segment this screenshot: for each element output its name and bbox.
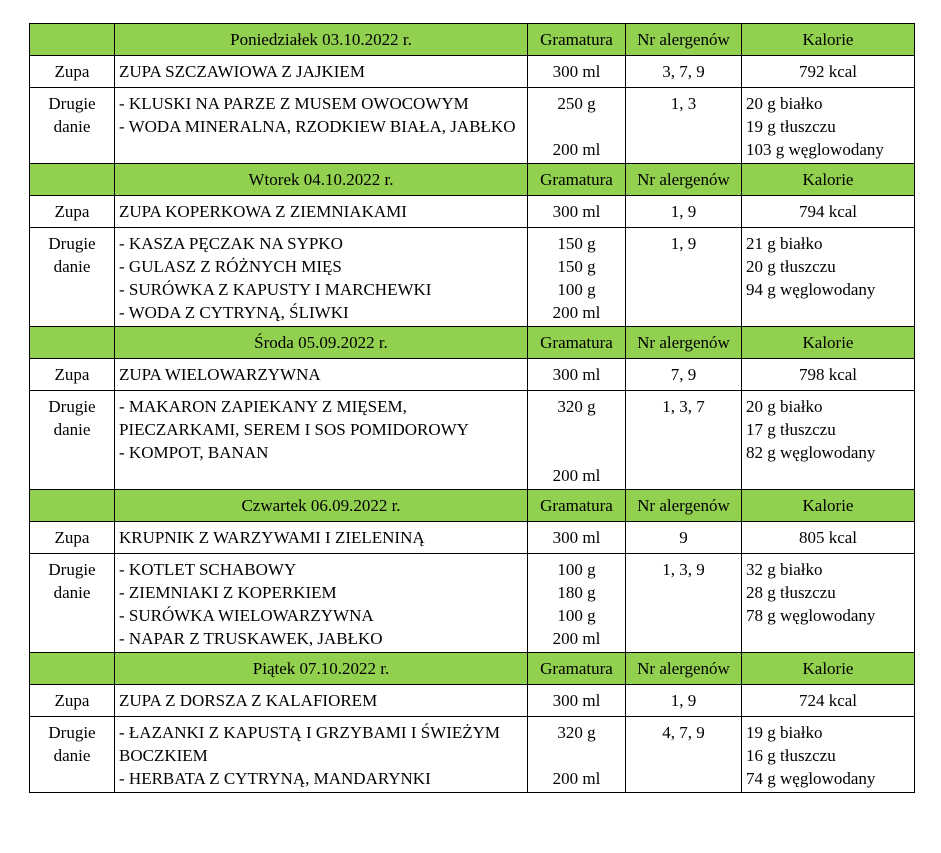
header-blank-cell [30,490,115,522]
soup-label: Zupa [54,62,90,81]
main-allergens: 4, 7, 9 [662,723,705,742]
gramatura-header-cell [528,164,626,196]
gramatura-header: Gramatura [540,496,613,515]
main-allergens-cell [626,88,742,164]
soup-kcal: 798 kcal [798,365,858,384]
main-nutrition-cell [742,391,915,490]
kalorie-header-cell [742,327,915,359]
main-label-line: Drugie [48,234,96,253]
soup-name-cell [115,196,528,228]
soup-kcal: 805 kcal [798,528,858,547]
nutrition-value: 20 g białko [746,397,823,416]
gram-value [532,115,621,138]
dish-item: - SURÓWKA WIELOWARZYWNA [119,606,374,625]
main-label-line: Drugie [48,397,96,416]
dish-item: - SURÓWKA Z KAPUSTY I MARCHEWKI [119,280,432,299]
nutrition-value: 19 g białko [746,723,823,742]
dish-item: - ZIEMNIAKI Z KOPERKIEM [119,583,337,602]
nutrition-value: 17 g tłuszczu [746,420,836,439]
kalorie-header: Kalorie [802,659,854,678]
gramatura-header-cell [528,490,626,522]
gram-value: 320 g [557,397,596,416]
main-gram-cell [528,228,626,327]
kalorie-header-cell [742,490,915,522]
header-blank-cell [30,653,115,685]
main-allergens-cell [626,228,742,327]
alergeny-header: Nr alergenów [637,170,730,189]
main-course-row [30,391,915,490]
soup-label: Zupa [54,528,90,547]
gram-value: 200 ml [552,303,601,322]
header-blank-cell [30,24,115,56]
soup-gram-cell [528,56,626,88]
main-label-cell [30,391,115,490]
kalorie-header-cell [742,653,915,685]
alergeny-header-cell [626,327,742,359]
gramatura-header: Gramatura [540,659,613,678]
soup-gram-cell [528,522,626,554]
soup-allergens: 7, 9 [670,365,697,384]
nutrition-value: 103 g węglowodany [746,140,884,159]
main-dishes-cell [115,88,528,164]
gramatura-header: Gramatura [540,170,613,189]
soup-kcal: 794 kcal [798,202,858,221]
day-header-row [30,490,915,522]
soup-gram-cell [528,196,626,228]
day-header-row [30,653,915,685]
soup-kcal-cell [742,359,915,391]
soup-allergens-cell [626,56,742,88]
soup-allergens: 3, 7, 9 [662,62,705,81]
nutrition-value: 19 g tłuszczu [746,117,836,136]
gram-value: 100 g [557,560,596,579]
gramatura-header-cell [528,24,626,56]
main-label-cell [30,554,115,653]
gram-value: 200 ml [552,769,601,788]
soup-name-cell [115,522,528,554]
nutrition-value: 94 g węglowodany [746,280,876,299]
alergeny-header: Nr alergenów [637,333,730,352]
soup-gram: 300 ml [552,528,601,547]
nutrition-value: 82 g węglowodany [746,443,876,462]
day-title: Wtorek 04.10.2022 r. [248,170,394,189]
main-gram-cell [528,391,626,490]
soup-kcal: 792 kcal [798,62,858,81]
soup-row [30,359,915,391]
soup-kcal-cell [742,56,915,88]
dish-item: - WODA Z CYTRYNĄ, ŚLIWKI [119,303,349,322]
gram-value [532,418,621,441]
soup-allergens: 1, 9 [670,202,697,221]
gramatura-header-cell [528,653,626,685]
nutrition-value: 74 g węglowodany [746,769,876,788]
main-nutrition-cell [742,717,915,793]
soup-row [30,522,915,554]
main-allergens: 1, 3, 9 [662,560,705,579]
day-title: Środa 05.09.2022 r. [254,333,388,352]
day-header-row [30,327,915,359]
kalorie-header: Kalorie [802,333,854,352]
soup-name-cell [115,685,528,717]
main-allergens-cell [626,717,742,793]
gram-value: 100 g [557,280,596,299]
main-dishes-cell [115,228,528,327]
soup-name: KRUPNIK Z WARZYWAMI I ZIELENINĄ [119,528,425,547]
gram-value: 320 g [557,723,596,742]
main-gram-cell [528,88,626,164]
soup-allergens-cell [626,522,742,554]
main-nutrition-cell [742,228,915,327]
soup-allergens: 1, 9 [670,691,697,710]
gram-value: 180 g [557,583,596,602]
main-nutrition-cell [742,88,915,164]
soup-label: Zupa [54,202,90,221]
soup-name-cell [115,56,528,88]
main-dishes-cell [115,554,528,653]
nutrition-value: 20 g białko [746,94,823,113]
soup-row [30,685,915,717]
kalorie-header: Kalorie [802,170,854,189]
header-blank-cell [30,327,115,359]
day-header-row [30,164,915,196]
main-course-row [30,228,915,327]
soup-label-cell [30,685,115,717]
soup-allergens-cell [626,359,742,391]
gram-value [532,744,621,767]
nutrition-value: 16 g tłuszczu [746,746,836,765]
gram-value [532,441,621,464]
main-label-line: danie [53,117,91,136]
main-allergens-cell [626,391,742,490]
soup-gram: 300 ml [552,202,601,221]
dish-item: - KASZA PĘCZAK NA SYPKO [119,234,343,253]
main-label-cell [30,228,115,327]
alergeny-header-cell [626,490,742,522]
soup-kcal-cell [742,196,915,228]
main-label-line: Drugie [48,560,96,579]
main-allergens: 1, 3 [670,94,697,113]
gramatura-header: Gramatura [540,333,613,352]
day-title-cell [115,490,528,522]
gram-value: 150 g [557,234,596,253]
day-title-cell [115,653,528,685]
soup-kcal-cell [742,685,915,717]
day-title: Poniedziałek 03.10.2022 r. [230,30,412,49]
gram-value: 150 g [557,257,596,276]
main-label-line: Drugie [48,94,96,113]
soup-allergens-cell [626,685,742,717]
day-header-row [30,24,915,56]
day-title: Piątek 07.10.2022 r. [252,659,390,678]
gram-value: 250 g [557,94,596,113]
alergeny-header: Nr alergenów [637,496,730,515]
main-course-row [30,88,915,164]
soup-label: Zupa [54,365,90,384]
dish-item: - GULASZ Z RÓŻNYCH MIĘS [119,257,342,276]
nutrition-value: 28 g tłuszczu [746,583,836,602]
soup-name-cell [115,359,528,391]
main-label-line: Drugie [48,723,96,742]
main-label-cell [30,717,115,793]
soup-label: Zupa [54,691,90,710]
gram-value: 200 ml [552,629,601,648]
main-label-line: danie [53,257,91,276]
soup-name: ZUPA WIELOWARZYWNA [119,365,321,384]
soup-label-cell [30,359,115,391]
main-gram-cell [528,717,626,793]
dish-item: - HERBATA Z CYTRYNĄ, MANDARYNKI [119,769,431,788]
alergeny-header-cell [626,164,742,196]
header-blank-cell [30,164,115,196]
soup-row [30,56,915,88]
soup-kcal: 724 kcal [798,691,858,710]
main-dishes-cell [115,717,528,793]
main-label-line: danie [53,420,91,439]
gramatura-header-cell [528,327,626,359]
dish-item: - ŁAZANKI Z KAPUSTĄ I GRZYBAMI I ŚWIEŻYM BOCZKIEM [119,723,501,765]
main-allergens-cell [626,554,742,653]
main-course-row [30,717,915,793]
alergeny-header: Nr alergenów [637,659,730,678]
soup-allergens: 9 [679,528,688,547]
soup-gram-cell [528,359,626,391]
dish-item: - MAKARON ZAPIEKANY Z MIĘSEM, PIECZARKAMI, SEREM I SOS POMIDOROWY [119,397,469,439]
main-dishes-cell [115,391,528,490]
soup-gram: 300 ml [552,365,601,384]
main-nutrition-cell [742,554,915,653]
soup-label-cell [30,522,115,554]
kalorie-header: Kalorie [802,30,854,49]
nutrition-value: 78 g węglowodany [746,606,876,625]
soup-name: ZUPA KOPERKOWA Z ZIEMNIAKAMI [119,202,407,221]
main-label-line: danie [53,746,91,765]
gramatura-header: Gramatura [540,30,613,49]
main-allergens: 1, 3, 7 [662,397,705,416]
dish-item: - NAPAR Z TRUSKAWEK, JABŁKO [119,629,383,648]
kalorie-header-cell [742,24,915,56]
day-title-cell [115,24,528,56]
dish-item: - KOTLET SCHABOWY [119,560,297,579]
kalorie-header-cell [742,164,915,196]
alergeny-header: Nr alergenów [637,30,730,49]
weekly-menu-table [29,23,915,793]
soup-gram: 300 ml [552,62,601,81]
soup-row [30,196,915,228]
gram-value: 200 ml [552,466,601,485]
dish-item: - WODA MINERALNA, RZODKIEW BIAŁA, JABŁKO [119,117,516,136]
day-title: Czwartek 06.09.2022 r. [241,496,401,515]
soup-gram-cell [528,685,626,717]
alergeny-header-cell [626,24,742,56]
soup-kcal-cell [742,522,915,554]
soup-gram: 300 ml [552,691,601,710]
nutrition-value: 21 g białko [746,234,823,253]
main-gram-cell [528,554,626,653]
gram-value: 200 ml [552,140,601,159]
soup-label-cell [30,196,115,228]
main-course-row [30,554,915,653]
dish-item: - KLUSKI NA PARZE Z MUSEM OWOCOWYM [119,94,469,113]
main-allergens: 1, 9 [670,234,697,253]
soup-name: ZUPA SZCZAWIOWA Z JAJKIEM [119,62,365,81]
day-title-cell [115,164,528,196]
soup-allergens-cell [626,196,742,228]
main-label-cell [30,88,115,164]
nutrition-value: 20 g tłuszczu [746,257,836,276]
nutrition-value: 32 g białko [746,560,823,579]
soup-name: ZUPA Z DORSZA Z KALAFIOREM [119,691,378,710]
alergeny-header-cell [626,653,742,685]
kalorie-header: Kalorie [802,496,854,515]
soup-label-cell [30,56,115,88]
gram-value: 100 g [557,606,596,625]
day-title-cell [115,327,528,359]
main-label-line: danie [53,583,91,602]
dish-item: - KOMPOT, BANAN [119,443,269,462]
